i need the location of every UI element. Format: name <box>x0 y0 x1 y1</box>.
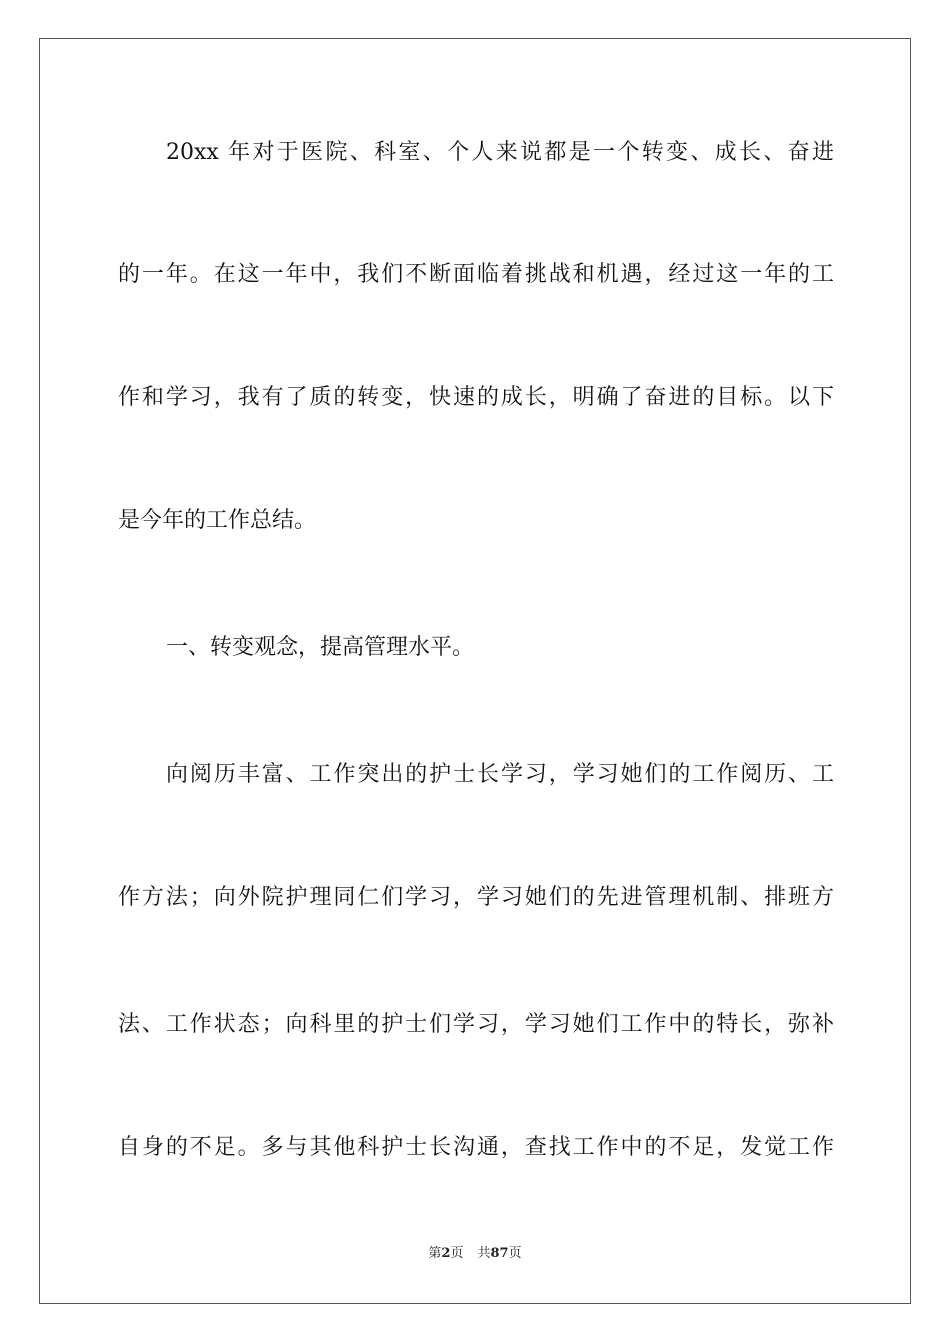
paragraph-2-line-3: 法、工作状态；向科里的护士们学习，学习她们工作中的特长，弥补 <box>118 1012 834 1037</box>
paragraph-2-line-4: 自身的不足。多与其他科护士长沟通，查找工作中的不足，发觉工作 <box>118 1135 834 1160</box>
paragraph-2-line-2: 作方法；向外院护理同仁们学习，学习她们的先进管理机制、排班方 <box>118 885 834 910</box>
paragraph-2-line-1: 向阅历丰富、工作突出的护士长学习，学习她们的工作阅历、工 <box>166 762 834 787</box>
page-suffix: 页 <box>450 1246 464 1261</box>
section-heading: 一、转变观念，提高管理水平。 <box>166 635 475 660</box>
page-prefix: 第 <box>428 1246 442 1261</box>
paragraph-1-line-3: 作和学习，我有了质的转变，快速的成长，明确了奋进的目标。以下 <box>118 385 834 410</box>
total-suffix: 页 <box>508 1246 522 1261</box>
page-number: 2 <box>441 1246 451 1261</box>
page-footer <box>0 1245 950 1263</box>
paragraph-1-line-1: 20xx 年对于医院、科室、个人来说都是一个转变、成长、奋进 <box>166 140 834 165</box>
total-pages: 87 <box>490 1246 509 1261</box>
page-border <box>39 38 911 1304</box>
paragraph-1-line-4: 是今年的工作总结。 <box>118 508 317 533</box>
total-prefix: 共 <box>477 1246 491 1261</box>
paragraph-1-line-2: 的一年。在这一年中，我们不断面临着挑战和机遇，经过这一年的工 <box>118 262 834 287</box>
